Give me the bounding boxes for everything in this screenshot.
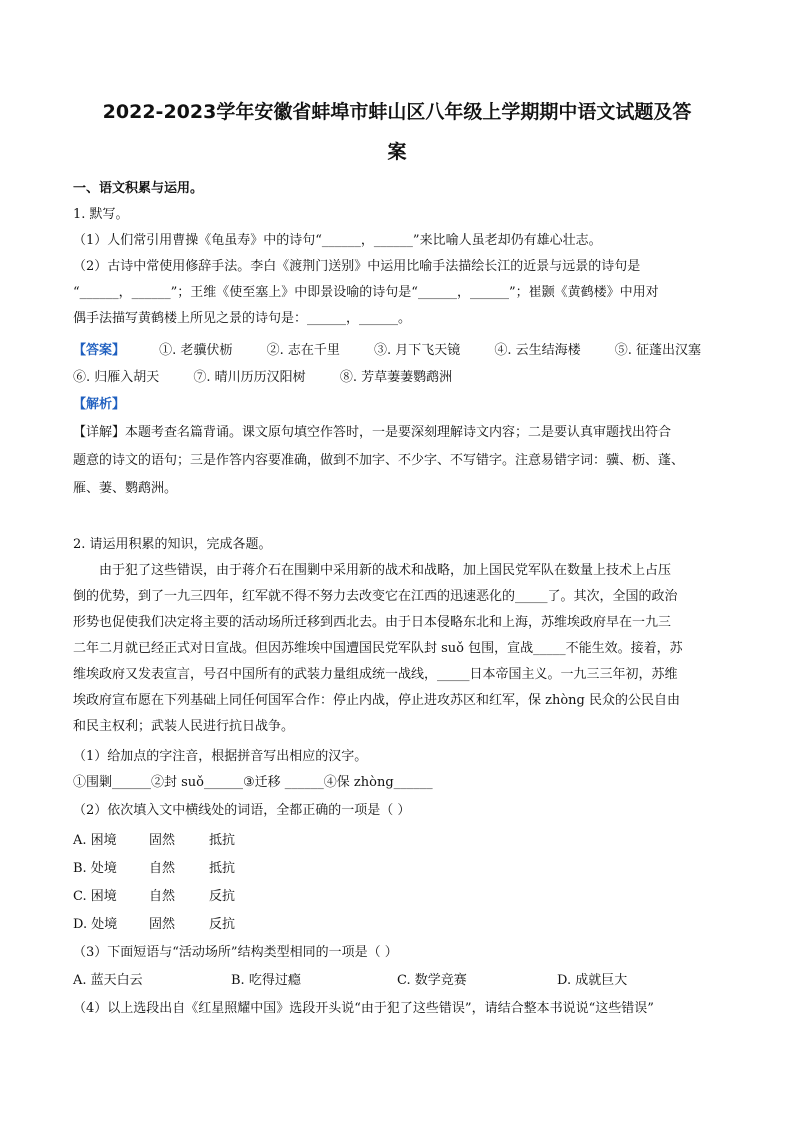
passage-line-3: 形势也促使我们决定将主要的活动场所迁移到西北去。由于日本侵略东北和上海，苏维埃政府早在一九三	[73, 615, 672, 630]
analysis-tag: 【解析】	[73, 397, 126, 412]
answer-item: ⑦. 晴川历历汉阳树	[193, 370, 306, 385]
passage-line-5: 维埃政府又发表宣言，号召中国所有的武装力量组成统一战线，_____日本帝国主义。一九三三年初，苏维	[73, 667, 678, 682]
option-label: C. 困境	[73, 889, 117, 904]
q1-sub1: （1）人们常引用曹操《龟虽寿》中的诗句“______，______”来比喻人虽老却仍有雄心壮志。	[73, 233, 602, 248]
detail-line-3: 雁、萋、鹦鹉洲。	[73, 481, 178, 496]
detail-text: 本题考查名篇背诵。课文原句填空作答时，一是要深刻理解诗文内容；二是要认真审题找出符合	[125, 425, 672, 440]
answer-row-1	[73, 342, 701, 360]
section-heading: 一、语文积累与运用。	[73, 181, 204, 196]
q2-heading: 2. 请运用积累的知识，完成各题。	[73, 537, 272, 552]
detail-line-2: 题意的诗文的语句；三是作答内容要准确，做到不加字、不少字、不写错字。注意易错字词：骥、枥、蓬、	[73, 453, 685, 468]
q1-sub2-line3: 偶手法描写黄鹤楼上所见之景的诗句是：______，______。	[73, 311, 412, 326]
passage-line-1: 由于犯了这些错误，由于蒋介石在围剿中采用新的战术和战略，加上国民党军队在数量上技术上占压	[99, 563, 672, 578]
option-item: A. 蓝天白云	[73, 973, 143, 988]
option-word: 抵抗	[209, 861, 236, 876]
s3-options-row	[73, 972, 627, 990]
option-row	[73, 832, 235, 850]
q1-heading: 1. 默写。	[73, 207, 129, 222]
answer-item: ②. 志在千里	[266, 343, 340, 358]
answer-row-2	[73, 369, 452, 387]
passage-line-7: 和民主权利；武装人民进行抗日战争。	[73, 719, 295, 734]
option-item: C. 数学竞赛	[397, 973, 467, 988]
q1-sub2-line2: “______，______”；王维《使至塞上》中即景设喻的诗句是“______，______”；崔颢《黄鹤楼》中用对	[73, 285, 659, 300]
option-item: D. 成就巨大	[557, 973, 628, 988]
option-word: 反抗	[209, 889, 236, 904]
option-row	[73, 916, 235, 934]
answer-item: ⑤. 征蓬出汉塞	[614, 343, 702, 358]
passage-line-6: 埃政府宣布愿在下列基础上同任何国军合作：停止内战，停止进攻苏区和红军，保 zhòng 民众的公民自由	[73, 693, 681, 708]
option-label: D. 处境	[73, 917, 118, 932]
title-line-2: 案	[387, 141, 407, 163]
q2-sub4: （4）以上选段出自《红星照耀中国》选段开头说“由于犯了这些错误”，请结合整本书说说“这些错误”	[73, 1001, 654, 1016]
option-word: 抵抗	[209, 833, 236, 848]
document-title	[70, 92, 724, 172]
detail-line-1	[73, 424, 671, 442]
option-label: B. 处境	[73, 861, 117, 876]
option-word: 自然	[149, 861, 176, 876]
passage-line-2: 倒的优势，到了一九三四年，红军就不得不努力去改变它在江西的迅速恶化的_____了。其次，全国的政治	[73, 589, 678, 604]
option-word: 反抗	[209, 917, 236, 932]
option-word: 固然	[149, 833, 176, 848]
answer-item: ①. 老骥伏枥	[159, 343, 233, 358]
option-label: A. 困境	[73, 833, 117, 848]
detail-tag: 【详解】	[73, 425, 126, 440]
option-row	[73, 860, 235, 878]
q2-sub1: （1）给加点的字注音，根据拼音写出相应的汉字。	[73, 749, 368, 764]
option-item: B. 吃得过瘾	[231, 973, 301, 988]
title-line-1: 2022-2023学年安徽省蚌埠市蚌山区八年级上学期期中语文试题及答	[102, 101, 692, 123]
q2-sub2: （2）依次填入文中横线处的词语，全都正确的一项是（ ）	[73, 803, 411, 818]
q1-sub2-line1: （2）古诗中常使用修辞手法。李白《渡荆门送别》中运用比喻手法描绘长江的近景与远景的诗句是	[73, 259, 641, 274]
q2-sub3: （3）下面短语与“活动场所”结构类型相同的一项是（ ）	[73, 945, 398, 960]
q2-sub1-fill: ①围剿______②封 suǒ______③迁移 ______④保 zhòng______	[73, 775, 433, 790]
answer-item: ③. 月下飞天镜	[373, 343, 461, 358]
answer-item: ⑥. 归雁入胡天	[73, 370, 160, 385]
answer-item: ④. 云生结海楼	[494, 343, 581, 358]
option-word: 自然	[149, 889, 176, 904]
option-row	[73, 888, 235, 906]
passage-line-4: 二年二月就已经正式对日宣战。但因苏维埃中国遭国民党军队封 suǒ 包围，宣战_____不能生效。接着，苏	[73, 641, 683, 656]
answer-tag: 【答案】	[73, 343, 126, 358]
option-word: 固然	[149, 917, 176, 932]
answer-item: ⑧. 芳草萋萋鹦鹉洲	[339, 370, 453, 385]
